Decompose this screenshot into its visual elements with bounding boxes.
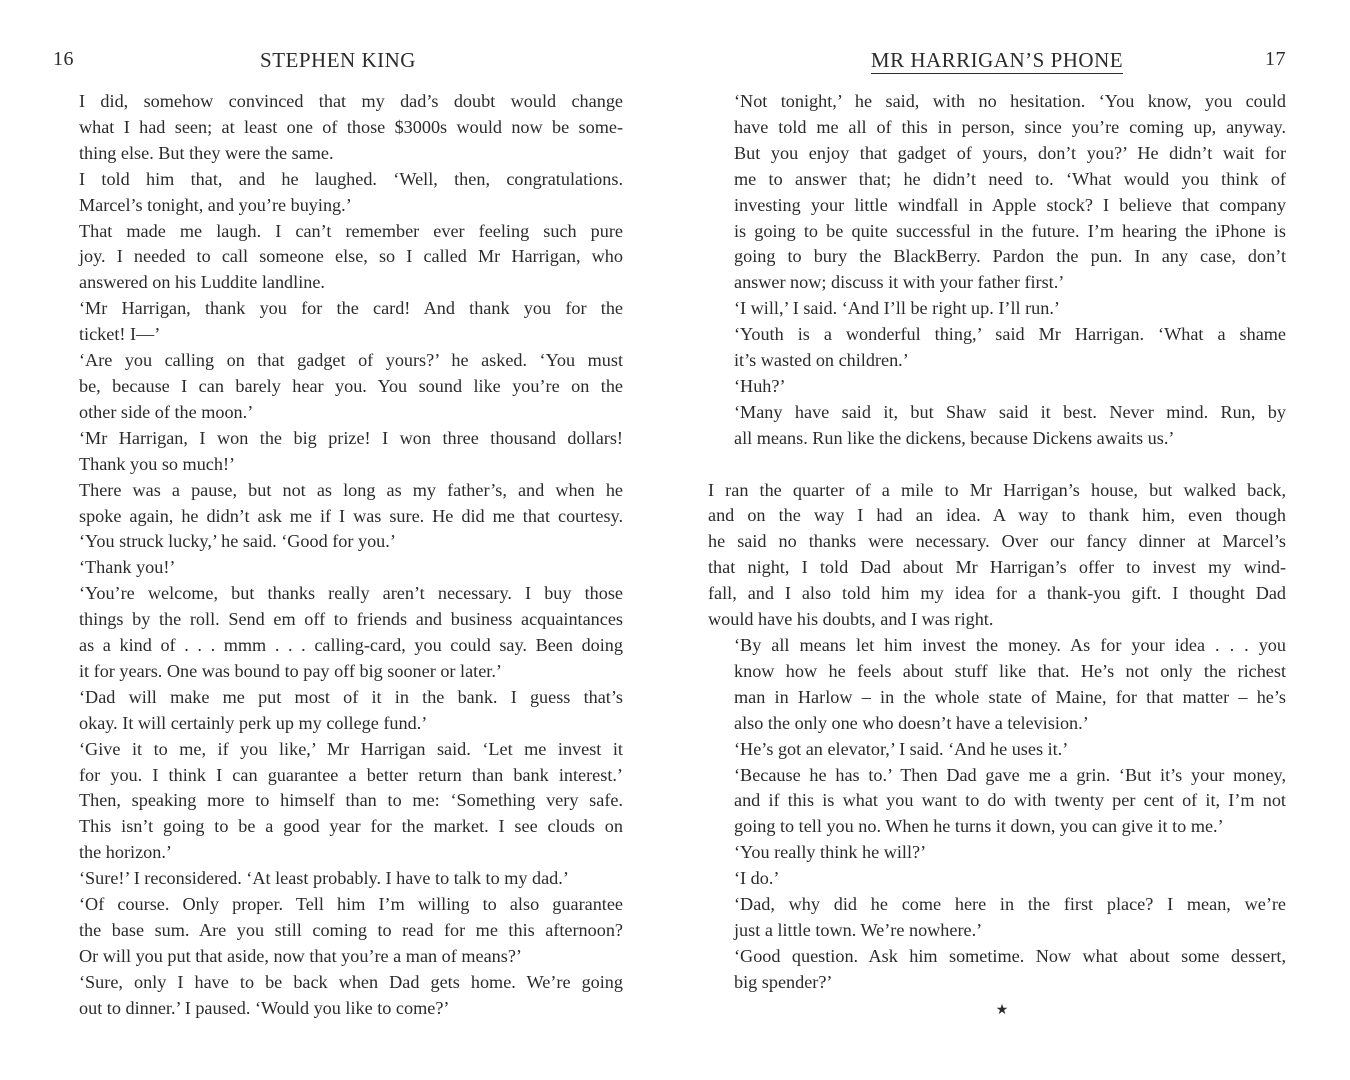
text-line: I did, somehow convinced that my dad’s doubt would change — [79, 91, 623, 111]
text-line: ‘By all means let him invest the money. As for your idea . . . you — [734, 635, 1286, 656]
text-line: ‘He’s got an elevator,’ I said. ‘And he uses it.’ — [734, 738, 1069, 759]
text-line: know how he feels about stuff like that. He’s not only the richest — [734, 660, 1286, 681]
text-line: big spender?’ — [734, 971, 833, 992]
text-line: This isn’t going to be a good year for the market. I see clouds on — [79, 816, 623, 837]
text-line: the horizon.’ — [79, 842, 172, 863]
text-line: Thank you so much!’ — [79, 453, 236, 474]
text-line: have told me all of this in person, since you’re coming up, anyway. — [734, 116, 1286, 137]
text-line: ‘You really think he will?’ — [734, 842, 927, 863]
paragraph — [53, 581, 623, 685]
paragraph — [708, 737, 1286, 763]
text-line: the base sum. Are you still coming to read for me this afternoon? — [79, 920, 623, 940]
text-line: ‘You struck lucky,’ he said. ‘Good for you.’ — [79, 531, 396, 552]
text-line: ‘You’re welcome, but thanks really aren’t necessary. I buy those — [79, 583, 623, 604]
paragraph — [708, 374, 1286, 400]
left-page — [53, 0, 623, 1080]
running-head-author: STEPHEN KING — [260, 48, 416, 72]
left-page-body-text — [53, 89, 623, 1022]
right-page-body-text — [708, 89, 1286, 1024]
text-line: out to dinner.’ I paused. ‘Would you like to come?’ — [79, 997, 450, 1018]
text-line: Marcel’s tonight, and you’re buying.’ — [79, 194, 352, 215]
text-line: ticket! I—’ — [79, 324, 161, 345]
paragraph — [708, 478, 1286, 633]
paragraph — [53, 970, 623, 1022]
text-line: I told him that, and he laughed. ‘Well, then, congratulations. — [79, 168, 623, 189]
text-line: what I had seen; at least one of those $3000s would now be some- — [79, 116, 623, 137]
text-line: going to tell you no. When he turns it down, you can give it to me.’ — [734, 816, 1224, 837]
paragraph — [708, 322, 1286, 374]
paragraph — [53, 296, 623, 348]
text-line: answered on his Luddite landline. — [79, 272, 325, 293]
paragraph — [708, 892, 1286, 944]
section-break — [708, 452, 1286, 478]
text-line: ‘Are you calling on that gadget of yours?’ he asked. ‘You must — [79, 350, 623, 371]
page-number: 17 — [1265, 48, 1286, 70]
paragraph — [53, 167, 623, 219]
text-line: spoke again, he didn’t ask me if I was sure. He did me that courtesy. — [79, 505, 623, 526]
paragraph — [708, 840, 1286, 866]
text-line: ‘Huh?’ — [734, 375, 786, 396]
right-page-header — [708, 48, 1286, 78]
paragraph — [53, 866, 623, 892]
text-line: thing else. But they were the same. — [79, 142, 334, 163]
text-line: ‘Because he has to.’ Then Dad gave me a grin. ‘But it’s your money, — [734, 764, 1286, 785]
text-line: it for years. One was bound to pay off big sooner or later.’ — [79, 660, 502, 681]
text-line: going to bury the BlackBerry. Pardon the pun. In any case, don’t — [734, 246, 1286, 267]
text-line: ‘Dad, why did he come here in the first place? I mean, we’re — [734, 894, 1286, 915]
text-line: ‘Many have said it, but Shaw said it best. Never mind. Run, by — [734, 401, 1286, 422]
text-line: ‘Dad will make me put most of it in the bank. I guess that’s — [79, 686, 623, 707]
text-line: and on the way I had an idea. A way to thank him, even though — [708, 505, 1286, 526]
text-line: That made me laugh. I can’t remember ever feeling such pure — [79, 220, 623, 241]
text-line: as a kind of . . . mmm . . . calling-card, you could say. Been doing — [79, 635, 623, 656]
text-line: ‘Sure, only I have to be back when Dad gets home. We’re going — [79, 971, 623, 992]
text-line: Then, speaking more to himself than to me: ‘Something very safe. — [79, 790, 623, 811]
text-line: ‘Sure!’ I reconsidered. ‘At least probably. I have to talk to my dad.’ — [79, 868, 569, 889]
text-line: ‘Mr Harrigan, thank you for the card! And thank you for the — [79, 298, 623, 319]
left-page-header — [53, 48, 623, 78]
text-line: that night, I told Dad about Mr Harrigan’s offer to invest my wind- — [708, 557, 1286, 578]
paragraph — [53, 348, 623, 426]
text-line: he said no thanks were necessary. Over our fancy dinner at Marcel’s — [708, 531, 1286, 552]
text-line: would have his doubts, and I was right. — [708, 609, 994, 630]
text-line: me to answer that; he didn’t need to. ‘What would you think of — [734, 168, 1286, 189]
text-line: okay. It will certainly perk up my college fund.’ — [79, 712, 428, 733]
paragraph — [708, 400, 1286, 452]
page-number: 16 — [53, 48, 74, 70]
right-page — [708, 0, 1286, 1080]
text-line: things by the roll. Send em off to friends and business acquaintances — [79, 609, 623, 630]
text-line: for you. I think I can guarantee a better return than bank interest.’ — [79, 764, 623, 785]
paragraph — [53, 219, 623, 297]
text-line: man in Harlow – in the whole state of Maine, for that matter – he’s — [734, 686, 1286, 707]
paragraph — [53, 426, 623, 478]
text-line: is going to be quite successful in the future. I’m hearing the iPhone is — [734, 220, 1286, 241]
text-line: ‘Good question. Ask him sometime. Now what about some dessert, — [734, 945, 1286, 966]
paragraph — [708, 944, 1286, 996]
text-line: ‘Thank you!’ — [79, 557, 176, 578]
section-ornament-star-icon: ★ — [995, 1002, 1009, 1018]
text-line: investing your little windfall in Apple stock? I believe that company — [734, 194, 1286, 215]
paragraph — [708, 763, 1286, 841]
text-line: ‘I will,’ I said. ‘And I’ll be right up. I’ll run.’ — [734, 298, 1060, 319]
text-line: ‘Give it to me, if you like,’ Mr Harrigan said. ‘Let me invest it — [79, 738, 623, 759]
paragraph — [53, 737, 623, 867]
text-line: I ran the quarter of a mile to Mr Harrigan’s house, but walked back, — [708, 479, 1286, 500]
text-line: be, because I can barely hear you. You sound like you’re on the — [79, 375, 623, 396]
text-line: ‘Mr Harrigan, I won the big prize! I won three thousand dollars! — [79, 427, 623, 448]
text-line: ‘Youth is a wonderful thing,’ said Mr Harrigan. ‘What a shame — [734, 324, 1286, 345]
text-line: ‘I do.’ — [734, 868, 780, 889]
paragraph — [53, 892, 623, 970]
paragraph — [53, 478, 623, 556]
paragraph — [708, 866, 1286, 892]
text-line: joy. I needed to call someone else, so I called Mr Harrigan, who — [79, 246, 623, 267]
text-line: just a little town. We’re nowhere.’ — [734, 919, 983, 940]
running-head-title: MR HARRIGAN’S PHONE — [870, 48, 1124, 72]
text-line: There was a pause, but not as long as my father’s, and when he — [79, 479, 623, 500]
text-line: Or will you put that aside, now that you’re a man of means?’ — [79, 945, 522, 966]
text-line: all means. Run like the dickens, because Dickens awaits us.’ — [734, 427, 1175, 448]
text-line: fall, and I also told him my idea for a thank-you gift. I thought Dad — [708, 583, 1286, 604]
paragraph — [708, 296, 1286, 322]
paragraph — [708, 89, 1286, 296]
paragraph — [53, 89, 623, 167]
text-line: and if this is what you want to do with twenty per cent of it, I’m not — [734, 790, 1286, 811]
text-line: answer now; discuss it with your father first.’ — [734, 272, 1065, 293]
paragraph — [53, 555, 623, 581]
text-line: But you enjoy that gadget of yours, don’t you?’ He didn’t wait for — [734, 142, 1286, 163]
paragraph — [708, 633, 1286, 737]
text-line: ‘Not tonight,’ he said, with no hesitation. ‘You know, you could — [734, 91, 1286, 111]
text-line: ‘Of course. Only proper. Tell him I’m willing to also guarantee — [79, 894, 623, 915]
text-line: it’s wasted on children.’ — [734, 350, 909, 371]
text-line: other side of the moon.’ — [79, 401, 254, 422]
text-line: also the only one who doesn’t have a television.’ — [734, 712, 1089, 733]
paragraph — [53, 685, 623, 737]
